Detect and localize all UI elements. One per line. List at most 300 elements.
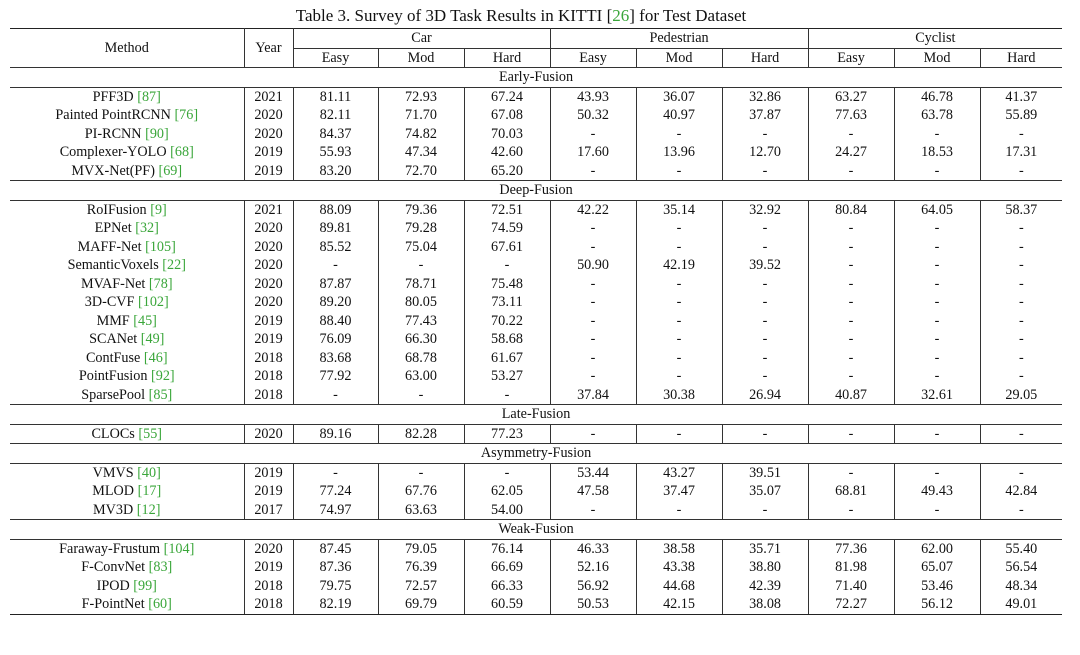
value-cell: 87.45: [293, 539, 378, 558]
citation-link[interactable]: 78: [153, 275, 168, 292]
citation-link[interactable]: 87: [141, 88, 157, 105]
value-cell: -: [722, 501, 808, 520]
value-cell: 83.68: [293, 349, 378, 368]
value-cell: 37.47: [636, 482, 722, 501]
value-cell: -: [293, 386, 378, 405]
method-cell: SemanticVoxels [22]: [10, 256, 244, 275]
value-cell: 17.31: [1005, 144, 1038, 160]
value-cell: 74.59: [464, 219, 550, 238]
method-cell: MV3D [12]: [10, 501, 244, 520]
citation-link[interactable]: 40: [141, 464, 157, 481]
method-cell: SparsePool [85]: [10, 386, 244, 405]
value-cell: 46.33: [550, 539, 636, 558]
value-cell: 77.63: [808, 106, 894, 125]
value-cell: 35.07: [722, 482, 808, 501]
value-cell: 50.90: [550, 256, 636, 275]
value-cell: -: [808, 162, 894, 181]
value-cell: 69.79: [378, 595, 464, 614]
method-cell: PointFusion [92]: [10, 367, 244, 386]
method-name: SCANet: [89, 331, 138, 347]
value-cell: -: [808, 424, 894, 444]
value-cell: -: [636, 424, 722, 444]
value-cell: -: [550, 238, 636, 257]
value-cell: 30.38: [636, 386, 722, 405]
value-cell: -: [722, 367, 808, 386]
method-name: PI-RCNN: [84, 125, 142, 142]
year-cell: 2020: [244, 125, 293, 144]
year-cell: 2019: [244, 558, 293, 577]
year-cell: 2020: [244, 106, 293, 125]
value-cell: -: [894, 256, 980, 275]
value-cell: 56.12: [894, 595, 980, 614]
value-cell: 89.81: [293, 219, 378, 238]
year-cell: 2018: [244, 577, 293, 596]
value-cell: -: [894, 501, 980, 520]
value-cell: 47.58: [550, 482, 636, 501]
value-cell: -: [636, 367, 722, 386]
value-cell: 62.00: [894, 539, 980, 558]
value-cell: -: [1018, 501, 1024, 518]
value-cell: 66.30: [378, 330, 464, 349]
value-cell: -: [636, 162, 722, 181]
header-subcol: Mod: [378, 48, 464, 68]
value-cell: 43.93: [550, 87, 636, 106]
caption-citation: 26: [612, 6, 630, 25]
value-cell: 46.78: [894, 87, 980, 106]
value-cell: -: [894, 330, 980, 349]
value-cell: 55.40: [1005, 540, 1038, 557]
method-name: SemanticVoxels: [67, 257, 159, 273]
value-cell: -: [808, 463, 894, 482]
value-cell: 53.27: [464, 367, 550, 386]
value-cell: 78.71: [378, 275, 464, 294]
citation-link[interactable]: 104: [168, 540, 190, 557]
value-cell: 42.15: [636, 595, 722, 614]
value-cell: 82.11: [293, 106, 378, 125]
value-cell: 88.09: [293, 200, 378, 219]
value-cell: -: [550, 330, 636, 349]
value-cell: -: [1018, 464, 1024, 481]
value-cell: 44.68: [636, 577, 722, 596]
value-cell: 81.11: [293, 87, 378, 106]
method-name: F-ConvNet: [81, 559, 146, 575]
method-cell: F-PointNet [60]: [10, 595, 244, 614]
value-cell: 67.24: [464, 87, 550, 106]
method-name: MMF: [96, 312, 130, 329]
year-cell: 2019: [244, 162, 293, 181]
header-subcol: Hard: [464, 48, 550, 68]
value-cell: 77.92: [293, 367, 378, 386]
method-name: VMVS: [92, 464, 134, 481]
value-cell: 68.81: [808, 482, 894, 501]
value-cell: -: [550, 501, 636, 520]
year-cell: 2020: [244, 293, 293, 312]
value-cell: -: [722, 162, 808, 181]
section-title: Asymmetry-Fusion: [10, 444, 1062, 464]
value-cell: -: [894, 349, 980, 368]
value-cell: 43.38: [636, 558, 722, 577]
value-cell: -: [808, 367, 894, 386]
value-cell: 43.27: [636, 463, 722, 482]
value-cell: 49.43: [894, 482, 980, 501]
results-table: [10, 28, 1062, 615]
value-cell: 37.84: [550, 386, 636, 405]
value-cell: 65.20: [464, 162, 550, 181]
value-cell: -: [636, 501, 722, 520]
year-cell: 2017: [244, 501, 293, 520]
value-cell: -: [1018, 257, 1024, 273]
citation-link[interactable]: 105: [149, 238, 172, 255]
table-row: [10, 256, 1062, 275]
value-cell: 72.93: [378, 87, 464, 106]
value-cell: 55.89: [1005, 107, 1038, 123]
value-cell: -: [293, 463, 378, 482]
table-body: [10, 68, 1062, 615]
value-cell: 53.44: [550, 463, 636, 482]
section-header-row: [10, 520, 1062, 540]
value-cell: 40.97: [636, 106, 722, 125]
table-row: [10, 330, 1062, 349]
value-cell: -: [808, 125, 894, 144]
value-cell: 39.52: [722, 256, 808, 275]
value-cell: -: [1018, 425, 1024, 442]
section-title: Weak-Fusion: [10, 520, 1062, 540]
method-cell: PI-RCNN [90]: [10, 125, 244, 144]
year-cell: 2021: [244, 87, 293, 106]
value-cell: -: [550, 293, 636, 312]
value-cell: -: [378, 463, 464, 482]
section-title: Late-Fusion: [10, 405, 1062, 425]
value-cell: 89.20: [293, 293, 378, 312]
value-cell: -: [636, 238, 722, 257]
value-cell: -: [808, 501, 894, 520]
value-cell: -: [636, 293, 722, 312]
year-cell: 2018: [244, 349, 293, 368]
value-cell: 74.97: [293, 501, 378, 520]
method-name: Complexer-YOLO: [59, 144, 167, 160]
year-cell: 2018: [244, 595, 293, 614]
method-name: 3D-CVF: [84, 294, 135, 310]
header-group-pedestrian: Pedestrian: [550, 29, 808, 49]
method-name: MAFF-Net: [77, 238, 142, 255]
value-cell: 72.57: [378, 577, 464, 596]
value-cell: -: [636, 125, 722, 144]
method-cell: Complexer-YOLO [68]: [10, 143, 244, 162]
table-caption: [10, 4, 1032, 28]
value-cell: -: [1018, 275, 1024, 292]
value-cell: 89.16: [293, 424, 378, 444]
value-cell: 42.22: [550, 200, 636, 219]
table-row: [10, 125, 1062, 144]
method-name: PointFusion: [78, 368, 148, 384]
value-cell: -: [722, 275, 808, 294]
value-cell: 60.59: [464, 595, 550, 614]
value-cell: -: [808, 219, 894, 238]
value-cell: -: [550, 349, 636, 368]
value-cell: 79.28: [378, 219, 464, 238]
value-cell: 72.51: [464, 200, 550, 219]
value-cell: 58.37: [1005, 201, 1038, 218]
table-row: [10, 106, 1062, 125]
value-cell: 77.24: [293, 482, 378, 501]
value-cell: -: [378, 386, 464, 405]
method-cell: SCANet [49]: [10, 330, 244, 349]
value-cell: -: [550, 162, 636, 181]
value-cell: 24.27: [808, 143, 894, 162]
value-cell: -: [894, 367, 980, 386]
value-cell: -: [1018, 368, 1024, 384]
year-cell: 2020: [244, 256, 293, 275]
table-row: [10, 386, 1062, 405]
value-cell: -: [464, 463, 550, 482]
table-row: [10, 162, 1062, 181]
method-name: ContFuse: [85, 349, 141, 366]
citation-link[interactable]: 92: [155, 368, 170, 384]
value-cell: 87.87: [293, 275, 378, 294]
value-cell: -: [464, 256, 550, 275]
value-cell: 12.70: [722, 143, 808, 162]
value-cell: 39.51: [722, 463, 808, 482]
value-cell: 68.78: [378, 349, 464, 368]
citation-link[interactable]: 49: [145, 331, 160, 347]
table-figure: [10, 4, 1038, 615]
value-cell: 79.75: [293, 577, 378, 596]
method-name: Faraway-Frustum: [59, 540, 161, 557]
value-cell: 82.19: [293, 595, 378, 614]
value-cell: -: [550, 312, 636, 331]
value-cell: 18.53: [894, 143, 980, 162]
value-cell: -: [1018, 125, 1024, 142]
value-cell: 62.05: [464, 482, 550, 501]
table-row: [10, 312, 1062, 331]
table-row: [10, 501, 1062, 520]
value-cell: -: [808, 293, 894, 312]
value-cell: -: [808, 330, 894, 349]
value-cell: 75.48: [464, 275, 550, 294]
method-name: IPOD: [96, 577, 130, 594]
value-cell: 70.22: [464, 312, 550, 331]
table-row: [10, 595, 1062, 614]
value-cell: 76.39: [378, 558, 464, 577]
year-cell: 2020: [244, 424, 293, 444]
method-cell: VMVS [40]: [10, 463, 244, 482]
value-cell: 74.82: [378, 125, 464, 144]
citation-link[interactable]: 99: [137, 577, 153, 594]
table-row: [10, 143, 1062, 162]
value-cell: 36.07: [636, 87, 722, 106]
value-cell: 65.07: [894, 558, 980, 577]
header-subcol: Hard: [1007, 49, 1036, 66]
value-cell: -: [722, 312, 808, 331]
value-cell: -: [1018, 294, 1024, 310]
citation-link[interactable]: 55: [143, 425, 158, 442]
value-cell: 66.69: [464, 558, 550, 577]
value-cell: -: [550, 275, 636, 294]
value-cell: 37.87: [722, 106, 808, 125]
year-cell: 2018: [244, 367, 293, 386]
value-cell: -: [636, 330, 722, 349]
method-cell: ContFuse [46]: [10, 349, 244, 368]
method-cell: MMF [45]: [10, 312, 244, 331]
value-cell: 63.27: [808, 87, 894, 106]
value-cell: -: [808, 312, 894, 331]
table-row: [10, 349, 1062, 368]
table-row: [10, 293, 1062, 312]
header-row-groups: [10, 29, 1062, 49]
section-header-row: [10, 68, 1062, 88]
value-cell: -: [636, 349, 722, 368]
method-name: MLOD: [92, 483, 135, 499]
header-subcol: Easy: [550, 48, 636, 68]
value-cell: 52.16: [550, 558, 636, 577]
value-cell: -: [808, 275, 894, 294]
value-cell: -: [894, 275, 980, 294]
value-cell: -: [636, 312, 722, 331]
header-subcol: Mod: [636, 48, 722, 68]
value-cell: 67.61: [464, 238, 550, 257]
table-row: [10, 275, 1062, 294]
value-cell: 49.01: [980, 595, 1062, 614]
method-cell: IPOD [99]: [10, 577, 244, 596]
value-cell: 87.36: [293, 558, 378, 577]
value-cell: -: [894, 463, 980, 482]
table-row: [10, 87, 1062, 106]
header-subcol: Hard: [722, 48, 808, 68]
value-cell: 35.71: [722, 539, 808, 558]
value-cell: -: [1018, 349, 1024, 366]
value-cell: 38.08: [722, 595, 808, 614]
value-cell: 55.93: [293, 143, 378, 162]
year-cell: 2019: [244, 463, 293, 482]
citation-link[interactable]: 60: [152, 596, 168, 612]
value-cell: -: [894, 125, 980, 144]
value-cell: 56.92: [550, 577, 636, 596]
value-cell: -: [894, 293, 980, 312]
table-row: [10, 424, 1062, 444]
table-row: [10, 577, 1062, 596]
citation-link[interactable]: 90: [149, 125, 164, 142]
value-cell: 17.60: [550, 143, 636, 162]
value-cell: 29.05: [1005, 386, 1038, 403]
value-cell: 77.43: [378, 312, 464, 331]
value-cell: -: [808, 256, 894, 275]
value-cell: 61.67: [464, 349, 550, 368]
value-cell: 42.19: [636, 256, 722, 275]
value-cell: 40.87: [808, 386, 894, 405]
value-cell: 42.39: [722, 577, 808, 596]
value-cell: 77.23: [464, 424, 550, 444]
value-cell: 13.96: [636, 143, 722, 162]
value-cell: 42.60: [464, 143, 550, 162]
table-row: [10, 219, 1062, 238]
value-cell: 50.32: [550, 106, 636, 125]
section-header-row: [10, 444, 1062, 464]
citation-link[interactable]: 22: [167, 257, 182, 273]
citation-link[interactable]: 85: [153, 386, 168, 403]
citation-link[interactable]: 102: [142, 294, 164, 310]
header-group-cyclist: Cyclist: [808, 29, 1062, 49]
method-name: RoIFusion: [86, 201, 147, 218]
citation-link[interactable]: 32: [139, 220, 155, 236]
value-cell: 67.08: [464, 106, 550, 125]
year-cell: 2020: [244, 219, 293, 238]
value-cell: 63.78: [894, 106, 980, 125]
method-name: CLOCs: [91, 425, 135, 442]
value-cell: 32.92: [722, 200, 808, 219]
citation-link[interactable]: 76: [179, 107, 194, 123]
table-row: [10, 238, 1062, 257]
value-cell: 32.86: [722, 87, 808, 106]
value-cell: -: [722, 125, 808, 144]
method-cell: Faraway-Frustum [104]: [10, 539, 244, 558]
value-cell: -: [1018, 312, 1024, 329]
value-cell: -: [894, 238, 980, 257]
value-cell: 76.14: [464, 539, 550, 558]
header-method: Method: [10, 29, 244, 68]
method-name: EPNet: [94, 220, 132, 236]
method-name: F-PointNet: [81, 596, 145, 612]
method-name: PFF3D: [92, 88, 134, 105]
value-cell: 79.05: [378, 539, 464, 558]
value-cell: 70.03: [464, 125, 550, 144]
header-subcol: Easy: [808, 48, 894, 68]
section-header-row: [10, 405, 1062, 425]
value-cell: 85.52: [293, 238, 378, 257]
method-name: MVAF-Net: [80, 275, 146, 292]
value-cell: -: [1018, 162, 1024, 179]
header-year: Year: [244, 29, 293, 68]
value-cell: -: [894, 162, 980, 181]
citation-link[interactable]: 46: [148, 349, 163, 366]
citation-link[interactable]: 9: [154, 201, 163, 218]
year-cell: 2020: [244, 238, 293, 257]
value-cell: -: [464, 386, 550, 405]
value-cell: -: [894, 312, 980, 331]
method-cell: MAFF-Net [105]: [10, 238, 244, 257]
citation-link[interactable]: 69: [163, 162, 178, 179]
value-cell: 79.36: [378, 200, 464, 219]
year-cell: 2020: [244, 275, 293, 294]
value-cell: -: [550, 125, 636, 144]
value-cell: 67.76: [378, 482, 464, 501]
value-cell: 77.36: [808, 539, 894, 558]
value-cell: 66.33: [464, 577, 550, 596]
caption-text: Table 3. Survey of 3D Task Results in KITTI [: [295, 6, 613, 25]
value-cell: -: [1018, 331, 1024, 347]
value-cell: 42.84: [1005, 483, 1038, 499]
value-cell: -: [1018, 220, 1024, 236]
method-cell: MVX-Net(PF) [69]: [10, 162, 244, 181]
header-subcol: Easy: [293, 48, 378, 68]
section-title: Deep-Fusion: [10, 181, 1062, 201]
method-cell: PFF3D [87]: [10, 87, 244, 106]
value-cell: 41.37: [1005, 88, 1038, 105]
value-cell: -: [636, 275, 722, 294]
value-cell: 83.20: [293, 162, 378, 181]
year-cell: 2019: [244, 143, 293, 162]
citation-link[interactable]: 83: [153, 559, 168, 575]
citation-link[interactable]: 17: [142, 483, 157, 499]
value-cell: 58.68: [464, 330, 550, 349]
citation-link[interactable]: 12: [141, 501, 156, 518]
value-cell: 80.84: [808, 200, 894, 219]
value-cell: -: [722, 238, 808, 257]
value-cell: -: [550, 367, 636, 386]
citation-link[interactable]: 68: [174, 144, 190, 160]
method-name: MV3D: [93, 501, 134, 518]
value-cell: 38.80: [722, 558, 808, 577]
citation-link[interactable]: 45: [137, 312, 153, 329]
